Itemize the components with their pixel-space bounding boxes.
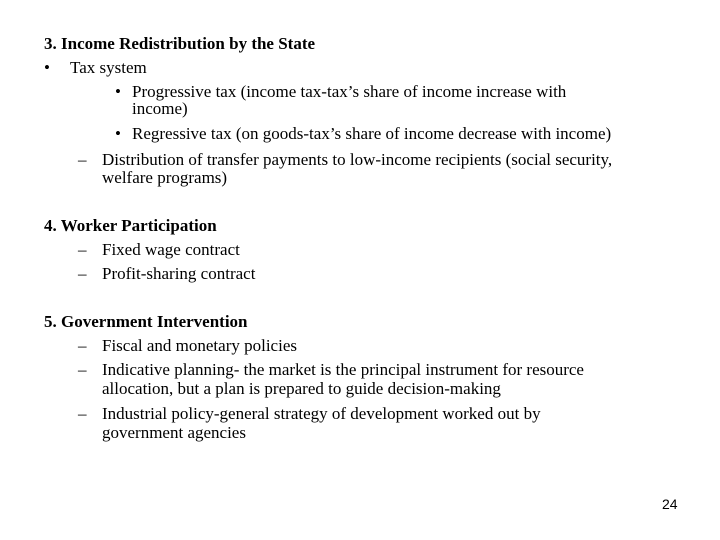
industrial-policy-line-2: government agencies: [102, 423, 246, 442]
industrial-policy-line-1: Industrial policy-general strategy of development worked out by: [102, 404, 541, 423]
page-number: 24: [662, 496, 678, 512]
dash-icon: –: [78, 150, 87, 169]
section-4-heading: 4. Worker Participation: [44, 216, 217, 235]
indicative-planning-line-1: Indicative planning- the market is the principal instrument for resource: [102, 360, 584, 379]
dash-icon: –: [78, 240, 87, 259]
dash-icon: –: [78, 264, 87, 283]
section-5-heading: 5. Government Intervention: [44, 312, 248, 331]
dash-icon: –: [78, 336, 87, 355]
bullet-icon: •: [44, 58, 50, 77]
transfer-payments-line-1: Distribution of transfer payments to low-income recipients (social security,: [102, 150, 613, 169]
dash-icon: –: [78, 404, 87, 423]
profit-sharing-line: Profit-sharing contract: [102, 264, 256, 283]
tax-system-label: Tax system: [70, 58, 147, 77]
fixed-wage-line: Fixed wage contract: [102, 240, 240, 259]
progressive-tax-line-1: Progressive tax (income tax-tax’s share of income increase with: [132, 82, 567, 101]
transfer-payments-line-2: welfare programs): [102, 168, 228, 187]
regressive-tax-line: Regressive tax (on goods-tax’s share of income decrease with income): [132, 124, 612, 143]
indicative-planning-line-2: allocation, but a plan is prepared to guide decision-making: [102, 379, 501, 398]
sub-bullet-icon: •: [115, 124, 121, 143]
sub-bullet-icon: •: [115, 82, 121, 101]
section-3-heading: 3. Income Redistribution by the State: [44, 34, 316, 53]
dash-icon: –: [78, 360, 87, 379]
fiscal-monetary-line: Fiscal and monetary policies: [102, 336, 297, 355]
progressive-tax-line-2: income): [132, 99, 188, 118]
